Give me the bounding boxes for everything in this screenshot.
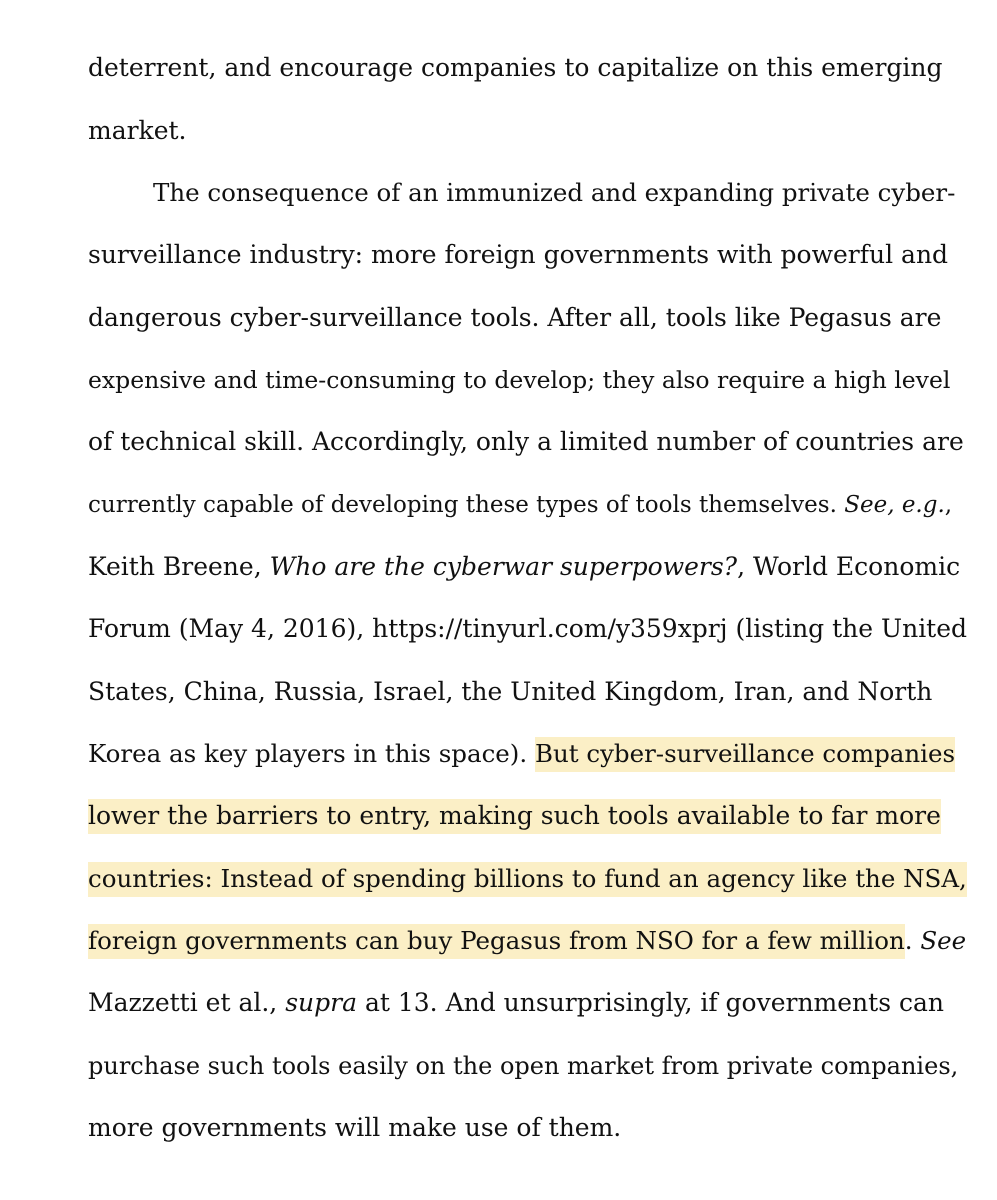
text-line-15 [88,924,966,958]
citation-signal: See [920,926,967,955]
text: The consequence of an immunized and expanding private cyber- [153,178,956,207]
text-line-7 [88,425,964,459]
text: deterrent, and encourage companies to capitalize on this emerging [88,53,943,82]
text-line-14 [88,862,967,896]
text-line-12 [88,737,955,771]
text: at 13. And unsurprisingly, if governments can [364,988,944,1017]
text: Keith Breene, [88,552,262,581]
text-line-10 [88,612,967,646]
text: , [944,492,953,518]
citation-signal: supra [285,988,358,1017]
text: Forum (May 4, 2016), https://tinyurl.com/y359xprj (listing the United [88,614,968,643]
text: dangerous cyber-surveillance tools. After all, tools like Pegasus are [88,303,942,332]
highlighted-text: lower the barriers to entry, making such tools available to far more [88,799,941,834]
text: currently capable of developing these types of tools themselves. [88,492,837,518]
text: , World Economic [737,552,961,581]
text: more governments will make use of them. [88,1113,622,1142]
text: Mazzetti et al., [88,988,278,1017]
text-line-18 [88,1111,621,1145]
text-line-3-paragraph-start [153,176,955,210]
text: States, China, Russia, Israel, the United Kingdom, Iran, and North [88,677,933,706]
text-line-13 [88,799,941,833]
text-line-4 [88,238,948,272]
text-line-8 [88,488,952,522]
highlighted-text: But cyber-surveillance companies [535,737,955,772]
text-line-1 [88,51,943,85]
text: . [904,926,913,955]
text: purchase such tools easily on the open market from private companies, [88,1052,959,1080]
text-line-9 [88,550,960,584]
text-line-11 [88,675,932,709]
text-line-17 [88,1049,958,1083]
text: expensive and time-consuming to develop; they also require a high level [88,366,951,394]
text-line-6 [88,363,950,397]
text-line-2 [88,114,187,148]
text: of technical skill. Accordingly, only a limited number of countries are [88,427,964,456]
text: surveillance industry: more foreign governments with powerful and [88,240,949,269]
citation-signal: See, e.g. [844,492,945,518]
highlighted-text: foreign governments can buy Pegasus from NSO for a few million [88,924,905,959]
text: Korea as key players in this space). [88,739,528,768]
text-line-16 [88,986,944,1020]
citation-title: Who are the cyberwar superpowers? [269,552,738,581]
text-line-5 [88,301,941,335]
highlighted-text: countries: Instead of spending billions to fund an agency like the NSA, [88,862,967,897]
text: market. [88,116,187,145]
